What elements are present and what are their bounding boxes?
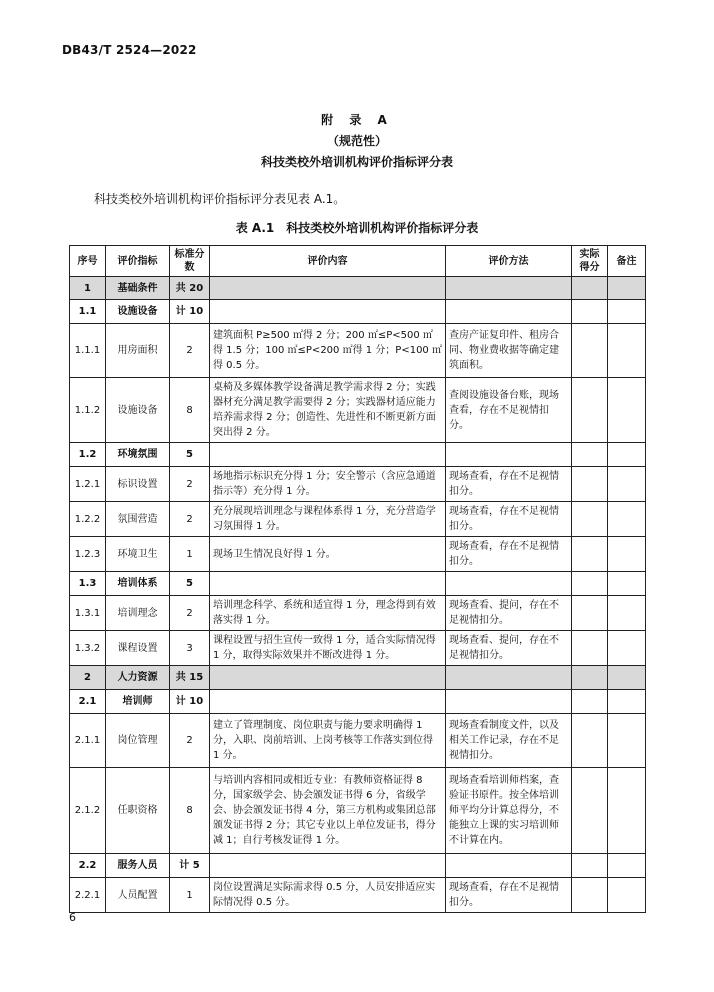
table-row: [70, 768, 646, 854]
table-row: [70, 854, 646, 878]
row-score: 计 10: [170, 300, 210, 324]
row-remark: [608, 666, 646, 690]
intro-paragraph: 科技类校外培训机构评价指标评分表见表 A.1。: [94, 192, 346, 206]
row-method: [446, 443, 572, 467]
row-remark: [608, 277, 646, 300]
row-indicator: 岗位管理: [106, 714, 170, 768]
row-no: 1.3: [70, 572, 106, 596]
row-actual: [572, 277, 608, 300]
row-remark: [608, 572, 646, 596]
row-actual: [572, 502, 608, 537]
row-content: 课程设置与招生宣传一致得 1 分，适合实际情况得 1 分，取得实际效果并不断改进得 1 分。: [210, 631, 446, 666]
row-content: [210, 443, 446, 467]
table-row: [70, 690, 646, 714]
row-remark: [608, 631, 646, 666]
row-content: 岗位设置满足实际需求得 0.5 分，人员安排适应实际情况得 0.5 分。: [210, 878, 446, 913]
row-method: 查阅设施设备台账，现场查看，存在不足视情扣分。: [446, 378, 572, 443]
row-actual: [572, 324, 608, 378]
table-row: [70, 572, 646, 596]
row-no: 2.1.1: [70, 714, 106, 768]
row-indicator: 人员配置: [106, 878, 170, 913]
row-no: 1.3.1: [70, 596, 106, 631]
table-row: [70, 324, 646, 378]
row-remark: [608, 714, 646, 768]
row-actual: [572, 443, 608, 467]
row-remark: [608, 768, 646, 854]
row-score: 计 5: [170, 854, 210, 878]
row-actual: [572, 300, 608, 324]
row-content: 建筑面积 P≥500 ㎡得 2 分；200 ㎡≤P<500 ㎡得 1.5 分；100 ㎡≤P<200 ㎡得 1 分；P<100 ㎡得 0.5 分。: [210, 324, 446, 378]
row-actual: [572, 537, 608, 572]
row-method: 现场查看，存在不足视情扣分。: [446, 467, 572, 502]
row-remark: [608, 690, 646, 714]
row-content: 建立了管理制度、岗位职责与能力要求明确得 1 分，入职、岗前培训、上岗考核等工作落实到位得 1 分。: [210, 714, 446, 768]
scoring-table: [69, 245, 646, 913]
row-remark: [608, 537, 646, 572]
row-method: [446, 666, 572, 690]
row-no: 2.1.2: [70, 768, 106, 854]
row-actual: [572, 690, 608, 714]
row-content: [210, 854, 446, 878]
table-row: [70, 878, 646, 913]
table-row: [70, 300, 646, 324]
row-content: 场地指示标识充分得 1 分；安全警示（含应急通道指示等）充分得 1 分。: [210, 467, 446, 502]
page-number: 6: [69, 911, 76, 924]
row-method: [446, 300, 572, 324]
row-actual: [572, 768, 608, 854]
row-content: 现场卫生情况良好得 1 分。: [210, 537, 446, 572]
row-score: 共 15: [170, 666, 210, 690]
row-no: 1.1.1: [70, 324, 106, 378]
row-actual: [572, 572, 608, 596]
row-content: [210, 277, 446, 300]
row-method: [446, 690, 572, 714]
row-indicator: 环境氛围: [106, 443, 170, 467]
row-no: 2.1: [70, 690, 106, 714]
row-no: 1.3.2: [70, 631, 106, 666]
row-remark: [608, 300, 646, 324]
header-no: 序号: [70, 246, 106, 277]
row-indicator: 任职资格: [106, 768, 170, 854]
row-remark: [608, 502, 646, 537]
row-score: 2: [170, 324, 210, 378]
table-header-row: [70, 246, 646, 277]
row-method: 现场查看、提问，存在不足视情扣分。: [446, 596, 572, 631]
row-indicator: 服务人员: [106, 854, 170, 878]
table-row: [70, 631, 646, 666]
row-actual: [572, 596, 608, 631]
table-row: [70, 443, 646, 467]
row-actual: [572, 666, 608, 690]
row-no: 1.1.2: [70, 378, 106, 443]
row-content: [210, 300, 446, 324]
row-score: 计 10: [170, 690, 210, 714]
row-method: 现场查看制度文件，以及相关工作记录，存在不足视情扣分。: [446, 714, 572, 768]
row-content: 与培训内容相同或相近专业：有教师资格证得 8 分，国家级学会、协会颁发证书得 6 分，省级学会、协会颁发证书得 4 分，第三方机构或集团总部颁发证书得 2 分；其它专业以上单位发证书，得分减 1；自行考核发证得 1 分。: [210, 768, 446, 854]
row-remark: [608, 378, 646, 443]
row-indicator: 课程设置: [106, 631, 170, 666]
row-actual: [572, 467, 608, 502]
row-no: 2.2.1: [70, 878, 106, 913]
row-no: 1.1: [70, 300, 106, 324]
row-method: [446, 572, 572, 596]
table-caption: 表 A.1 科技类校外培训机构评价指标评分表: [235, 221, 479, 235]
row-method: 查房产证复印件、租房合同、物业费收据等确定建筑面积。: [446, 324, 572, 378]
row-remark: [608, 854, 646, 878]
table-row: [70, 467, 646, 502]
row-content: 充分展现培训理念与课程体系得 1 分，充分营造学习氛围得 1 分。: [210, 502, 446, 537]
appendix-name: 科技类校外培训机构评价指标评分表: [260, 155, 453, 169]
table-row: [70, 378, 646, 443]
standard-number: DB43/T 2524—2022: [62, 43, 197, 57]
row-no: 1.2: [70, 443, 106, 467]
row-score: 共 20: [170, 277, 210, 300]
row-no: 1.2.2: [70, 502, 106, 537]
row-indicator: 培训师: [106, 690, 170, 714]
row-method: 现场查看培训师档案，查验证书原件。按全体培训师平均分计算总得分，不能独立上课的实习培训师不计算在内。: [446, 768, 572, 854]
table-row: [70, 277, 646, 300]
header-score: 标准分数: [170, 246, 210, 277]
row-actual: [572, 878, 608, 913]
row-indicator: 设施设备: [106, 300, 170, 324]
row-no: 2.2: [70, 854, 106, 878]
row-indicator: 基础条件: [106, 277, 170, 300]
row-content: 桌椅及多媒体教学设备满足教学需求得 2 分；实践器材充分满足教学需要得 2 分；实践器材适应能力培养需求得 2 分；创造性、先进性和不断更新方面突出得 2 分。: [210, 378, 446, 443]
row-actual: [572, 378, 608, 443]
row-method: 现场查看、提问，存在不足视情扣分。: [446, 631, 572, 666]
row-actual: [572, 631, 608, 666]
row-remark: [608, 596, 646, 631]
row-score: 1: [170, 537, 210, 572]
row-remark: [608, 878, 646, 913]
row-no: 2: [70, 666, 106, 690]
header-method: 评价方法: [446, 246, 572, 277]
row-indicator: 氛围营造: [106, 502, 170, 537]
header-remark: 备注: [608, 246, 646, 277]
row-remark: [608, 443, 646, 467]
row-content: [210, 572, 446, 596]
row-indicator: 培训理念: [106, 596, 170, 631]
row-indicator: 标识设置: [106, 467, 170, 502]
row-score: 2: [170, 502, 210, 537]
row-content: 培训理念科学、系统和适宜得 1 分，理念得到有效落实得 1 分。: [210, 596, 446, 631]
row-score: 3: [170, 631, 210, 666]
row-indicator: 人力资源: [106, 666, 170, 690]
header-indicator: 评价指标: [106, 246, 170, 277]
appendix-nature: （规范性）: [326, 134, 387, 148]
table-row: [70, 666, 646, 690]
row-method: 现场查看，存在不足视情扣分。: [446, 502, 572, 537]
row-content: [210, 666, 446, 690]
row-indicator: 用房面积: [106, 324, 170, 378]
row-actual: [572, 854, 608, 878]
table-row: [70, 596, 646, 631]
header-actual: 实际得分: [572, 246, 608, 277]
row-indicator: 培训体系: [106, 572, 170, 596]
row-method: 现场查看，存在不足视情扣分。: [446, 537, 572, 572]
row-score: 1: [170, 878, 210, 913]
row-score: 2: [170, 467, 210, 502]
row-remark: [608, 324, 646, 378]
row-no: 1: [70, 277, 106, 300]
row-no: 1.2.3: [70, 537, 106, 572]
table-row: [70, 714, 646, 768]
header-content: 评价内容: [210, 246, 446, 277]
row-score: 5: [170, 443, 210, 467]
row-score: 2: [170, 596, 210, 631]
row-remark: [608, 467, 646, 502]
table-row: [70, 537, 646, 572]
row-score: 2: [170, 714, 210, 768]
row-score: 8: [170, 768, 210, 854]
row-method: 现场查看，存在不足视情扣分。: [446, 878, 572, 913]
row-actual: [572, 714, 608, 768]
row-method: [446, 277, 572, 300]
row-score: 5: [170, 572, 210, 596]
row-no: 1.2.1: [70, 467, 106, 502]
row-indicator: 环境卫生: [106, 537, 170, 572]
row-score: 8: [170, 378, 210, 443]
row-method: [446, 854, 572, 878]
table-row: [70, 502, 646, 537]
row-content: [210, 690, 446, 714]
appendix-title: 附 录 A: [321, 113, 393, 127]
row-indicator: 设施设备: [106, 378, 170, 443]
